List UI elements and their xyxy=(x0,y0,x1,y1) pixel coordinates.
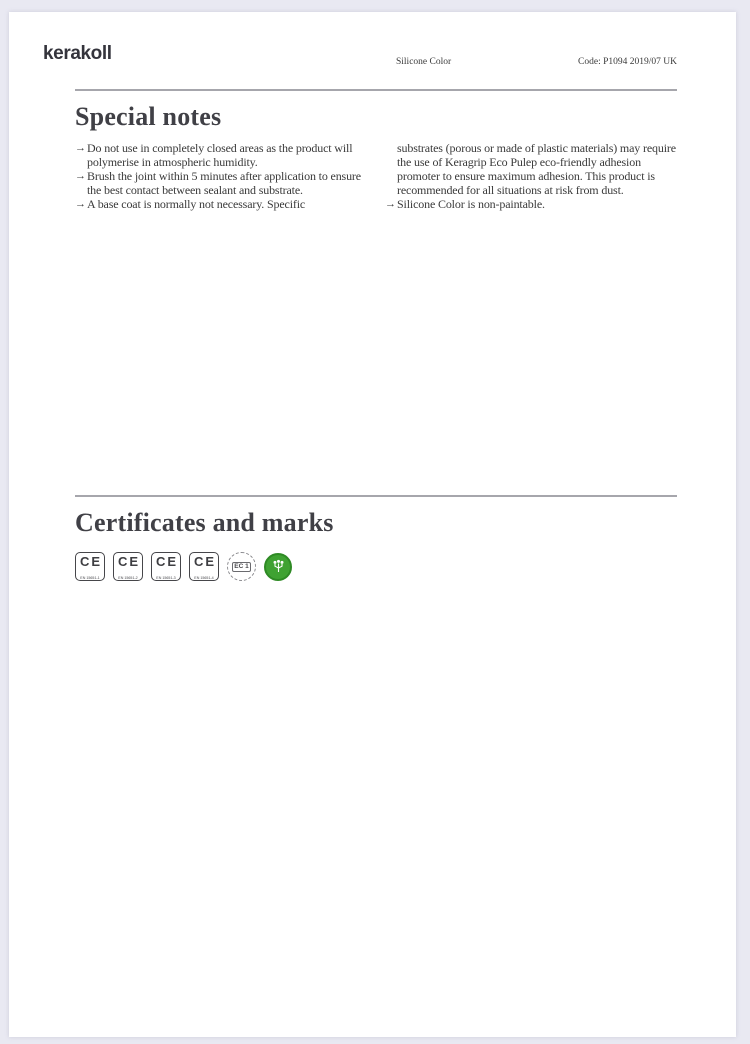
ce-mark-icon: CE xyxy=(155,554,179,569)
note-text: substrates (porous or made of plastic materials) may require the use of Keragrip Eco Pulep eco-friendly adhesion promoter to ensure maximum adhesion. This product is recommended for all situations at risk from dust. xyxy=(397,141,676,197)
note-text: Silicone Color is non-paintable. xyxy=(397,197,545,211)
note-continuation xyxy=(385,141,677,197)
certificates-title: Certificates and marks xyxy=(75,508,334,537)
ce-mark-en15651-1 xyxy=(75,552,105,581)
emicode-ec1-badge xyxy=(227,552,256,581)
note-item xyxy=(385,197,677,211)
special-notes-title: Special notes xyxy=(75,102,222,131)
ce-mark-en15651-3 xyxy=(151,552,181,581)
arrow-bullet-icon: → xyxy=(385,198,396,210)
green-eco-tree-icon xyxy=(271,559,286,574)
notes-left-column xyxy=(75,141,367,211)
ce-mark-icon: CE xyxy=(193,554,217,569)
note-item xyxy=(75,141,367,169)
arrow-bullet-icon: → xyxy=(75,170,86,182)
ce-mark-en15651-2 xyxy=(113,552,143,581)
header-divider xyxy=(75,89,677,91)
ce-standard-label: EN 15651-1 xyxy=(80,576,100,580)
certificate-badges-row xyxy=(75,552,677,581)
kerakoll-logo: kerakoll xyxy=(43,43,112,64)
special-notes-section xyxy=(75,101,677,211)
notes-right-column xyxy=(385,141,677,211)
note-item xyxy=(75,169,367,197)
arrow-bullet-icon: → xyxy=(75,198,86,210)
ce-mark-en15651-4 xyxy=(189,552,219,581)
ce-mark-icon: CE xyxy=(117,554,141,569)
certificates-divider xyxy=(75,495,677,497)
note-item xyxy=(75,197,367,211)
document-page xyxy=(9,12,736,1037)
arrow-bullet-icon: → xyxy=(75,142,86,154)
green-eco-mark xyxy=(264,553,292,581)
ec1-label: EC 1 xyxy=(232,562,251,572)
ce-standard-label: EN 15651-4 xyxy=(194,576,214,580)
special-notes-columns xyxy=(75,141,677,211)
note-text: Brush the joint within 5 minutes after application to ensure the best contact between sealant and substrate. xyxy=(87,169,361,197)
ce-standard-label: EN 15651-3 xyxy=(156,576,176,580)
ce-standard-label: EN 15651-2 xyxy=(118,576,138,580)
header-product-name: Silicone Color xyxy=(396,57,452,67)
note-text: Do not use in completely closed areas as the product will polymerise in atmospheric humidity. xyxy=(87,141,353,169)
note-text: A base coat is normally not necessary. Specific xyxy=(87,197,306,211)
header-code: Code: P1094 2019/07 UK xyxy=(578,57,677,67)
certificates-section xyxy=(75,507,677,581)
ce-mark-icon: CE xyxy=(79,554,103,569)
